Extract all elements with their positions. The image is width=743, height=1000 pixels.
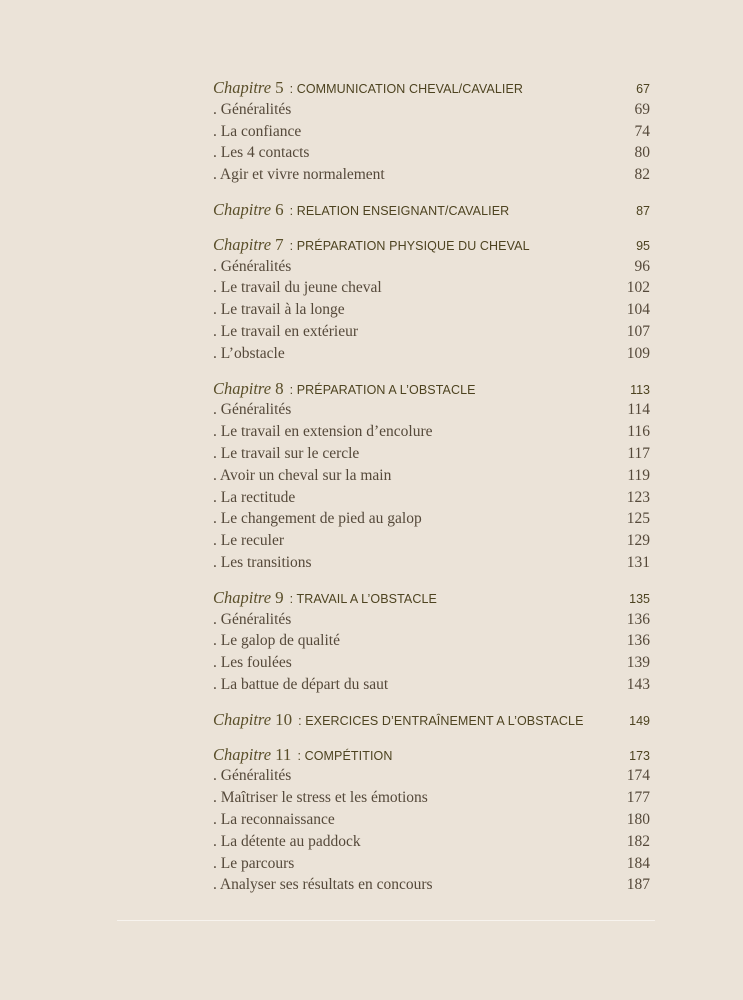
table-of-contents [213, 77, 650, 909]
toc-entry[interactable] [213, 874, 650, 896]
entry-label: . Le reculer [213, 532, 284, 550]
chapter-word: Chapitre [213, 234, 272, 254]
toc-entry[interactable] [213, 508, 650, 530]
chapter-title: : PRÉPARATION PHYSIQUE DU CHEVAL [289, 238, 530, 253]
entry-label: . Avoir un cheval sur la main [213, 466, 392, 484]
entry-label: . Les transitions [213, 553, 312, 571]
chapter-heading-label [213, 378, 476, 402]
entry-page-number: 177 [626, 789, 650, 807]
toc-entry[interactable] [213, 765, 650, 787]
entry-label: . L’obstacle [213, 344, 285, 362]
entry-page-number: 82 [634, 166, 650, 184]
toc-entry[interactable] [213, 399, 650, 421]
chapter-heading[interactable] [213, 709, 650, 731]
chapter-word: Chapitre [213, 587, 272, 607]
chapter-9 [213, 587, 650, 696]
entry-label: . Les 4 contacts [213, 144, 310, 162]
chapter-title: : EXERCICES D’ENTRAÎNEMENT A L’OBSTACLE [298, 713, 584, 728]
entry-page-number: 184 [626, 854, 650, 872]
toc-entry[interactable] [213, 552, 650, 574]
chapter-5 [213, 77, 650, 186]
chapter-heading-label [213, 77, 523, 101]
entry-label: . Maîtriser le stress et les émotions [213, 789, 428, 807]
chapter-page-number: 67 [636, 82, 650, 96]
toc-entry[interactable] [213, 99, 650, 121]
entry-label: . Agir et vivre normalement [213, 166, 385, 184]
chapter-number: 6 [275, 199, 284, 219]
chapter-heading[interactable] [213, 378, 650, 400]
entry-label: . Généralités [213, 100, 292, 118]
chapter-8 [213, 378, 650, 574]
entry-page-number: 174 [626, 767, 650, 785]
entry-page-number: 74 [634, 122, 650, 140]
chapter-heading-label [213, 587, 437, 611]
toc-entry[interactable] [213, 609, 650, 631]
entry-label: . Le travail sur le cercle [213, 444, 360, 462]
entry-page-number: 117 [627, 444, 650, 462]
chapter-heading-label [213, 709, 584, 733]
toc-entry[interactable] [213, 809, 650, 831]
toc-entry[interactable] [213, 465, 650, 487]
toc-entry[interactable] [213, 530, 650, 552]
entry-label: . Le parcours [213, 854, 295, 872]
entry-page-number: 96 [634, 257, 650, 275]
toc-entry[interactable] [213, 787, 650, 809]
entry-page-number: 139 [626, 654, 650, 672]
entry-page-number: 123 [626, 488, 650, 506]
toc-entry[interactable] [213, 443, 650, 465]
entry-label: . Généralités [213, 257, 292, 275]
chapter-word: Chapitre [213, 78, 272, 97]
chapter-title: : COMPÉTITION [297, 748, 393, 763]
chapter-word: Chapitre [213, 378, 272, 398]
chapter-heading-label [213, 199, 509, 223]
chapter-number: 8 [275, 378, 284, 398]
entry-page-number: 109 [626, 344, 650, 362]
entry-label: . Le travail à la longe [213, 301, 345, 319]
chapter-heading[interactable] [213, 77, 650, 99]
toc-entry[interactable] [213, 121, 650, 143]
entry-page-number: 136 [626, 632, 650, 650]
toc-entry[interactable] [213, 674, 650, 696]
entry-page-number: 104 [626, 301, 650, 319]
chapter-number: 5 [275, 78, 284, 97]
entry-page-number: 143 [626, 675, 650, 693]
chapter-number: 11 [275, 744, 292, 764]
entry-label: . Généralités [213, 767, 292, 785]
entry-label: . La reconnaissance [213, 810, 335, 828]
entry-label: . La détente au paddock [213, 832, 361, 850]
toc-entry[interactable] [213, 487, 650, 509]
chapter-word: Chapitre [213, 709, 272, 729]
chapter-heading[interactable] [213, 234, 650, 256]
toc-entry[interactable] [213, 343, 650, 365]
chapter-11 [213, 744, 650, 897]
toc-entry[interactable] [213, 142, 650, 164]
chapter-page-number: 87 [636, 203, 650, 218]
chapter-title: : COMMUNICATION CHEVAL/CAVALIER [289, 82, 524, 96]
toc-entry[interactable] [213, 421, 650, 443]
chapter-number: 9 [275, 587, 284, 607]
chapter-heading-label [213, 234, 530, 258]
entry-page-number: 116 [627, 423, 650, 441]
chapter-10 [213, 709, 650, 731]
entry-page-number: 136 [626, 610, 650, 628]
entry-label: . Le travail du jeune cheval [213, 279, 382, 297]
entry-page-number: 129 [626, 532, 650, 550]
chapter-word: Chapitre [213, 199, 272, 219]
toc-entry[interactable] [213, 277, 650, 299]
toc-entry[interactable] [213, 164, 650, 186]
entry-label: . La rectitude [213, 488, 296, 506]
entry-label: . La confiance [213, 122, 302, 140]
entry-label: . Généralités [213, 610, 292, 628]
toc-entry[interactable] [213, 831, 650, 853]
toc-entry[interactable] [213, 256, 650, 278]
entry-label: . Le galop de qualité [213, 632, 340, 650]
chapter-page-number: 113 [630, 382, 650, 397]
chapter-heading[interactable] [213, 199, 650, 221]
chapter-title: : PRÉPARATION A L’OBSTACLE [289, 382, 476, 397]
entry-label: . Généralités [213, 401, 292, 419]
chapter-heading-label [213, 744, 393, 768]
chapter-title: : RELATION ENSEIGNANT/CAVALIER [289, 203, 510, 218]
entry-page-number: 119 [627, 466, 650, 484]
entry-label: . Le changement de pied au galop [213, 510, 422, 528]
chapter-page-number: 149 [629, 713, 650, 728]
entry-label: . Les foulées [213, 654, 292, 672]
entry-label: . La battue de départ du saut [213, 675, 389, 693]
chapter-page-number: 173 [629, 748, 650, 763]
entry-page-number: 107 [626, 322, 650, 340]
chapter-word: Chapitre [213, 744, 272, 764]
chapter-page-number: 95 [636, 238, 650, 253]
entry-page-number: 114 [627, 401, 650, 419]
toc-entry[interactable] [213, 652, 650, 674]
toc-entry[interactable] [213, 299, 650, 321]
footer-divider [117, 920, 655, 921]
entry-page-number: 187 [626, 876, 650, 894]
entry-page-number: 80 [634, 144, 650, 162]
toc-entry[interactable] [213, 321, 650, 343]
entry-page-number: 131 [626, 553, 650, 571]
chapter-number: 7 [275, 234, 284, 254]
chapter-6 [213, 199, 650, 221]
entry-page-number: 69 [634, 100, 650, 118]
chapter-page-number: 135 [629, 591, 650, 606]
entry-label: . Le travail en extension d’encolure [213, 423, 433, 441]
chapter-number: 10 [275, 709, 293, 729]
entry-label: . Analyser ses résultats en concours [213, 876, 433, 894]
chapter-heading[interactable] [213, 587, 650, 609]
entry-page-number: 102 [626, 279, 650, 297]
chapter-title: : TRAVAIL A L’OBSTACLE [289, 591, 437, 606]
toc-entry[interactable] [213, 630, 650, 652]
chapter-heading[interactable] [213, 744, 650, 766]
entry-page-number: 125 [626, 510, 650, 528]
entry-page-number: 182 [626, 832, 650, 850]
entry-page-number: 180 [626, 810, 650, 828]
chapter-7 [213, 234, 650, 365]
entry-label: . Le travail en extérieur [213, 322, 359, 340]
toc-entry[interactable] [213, 853, 650, 875]
